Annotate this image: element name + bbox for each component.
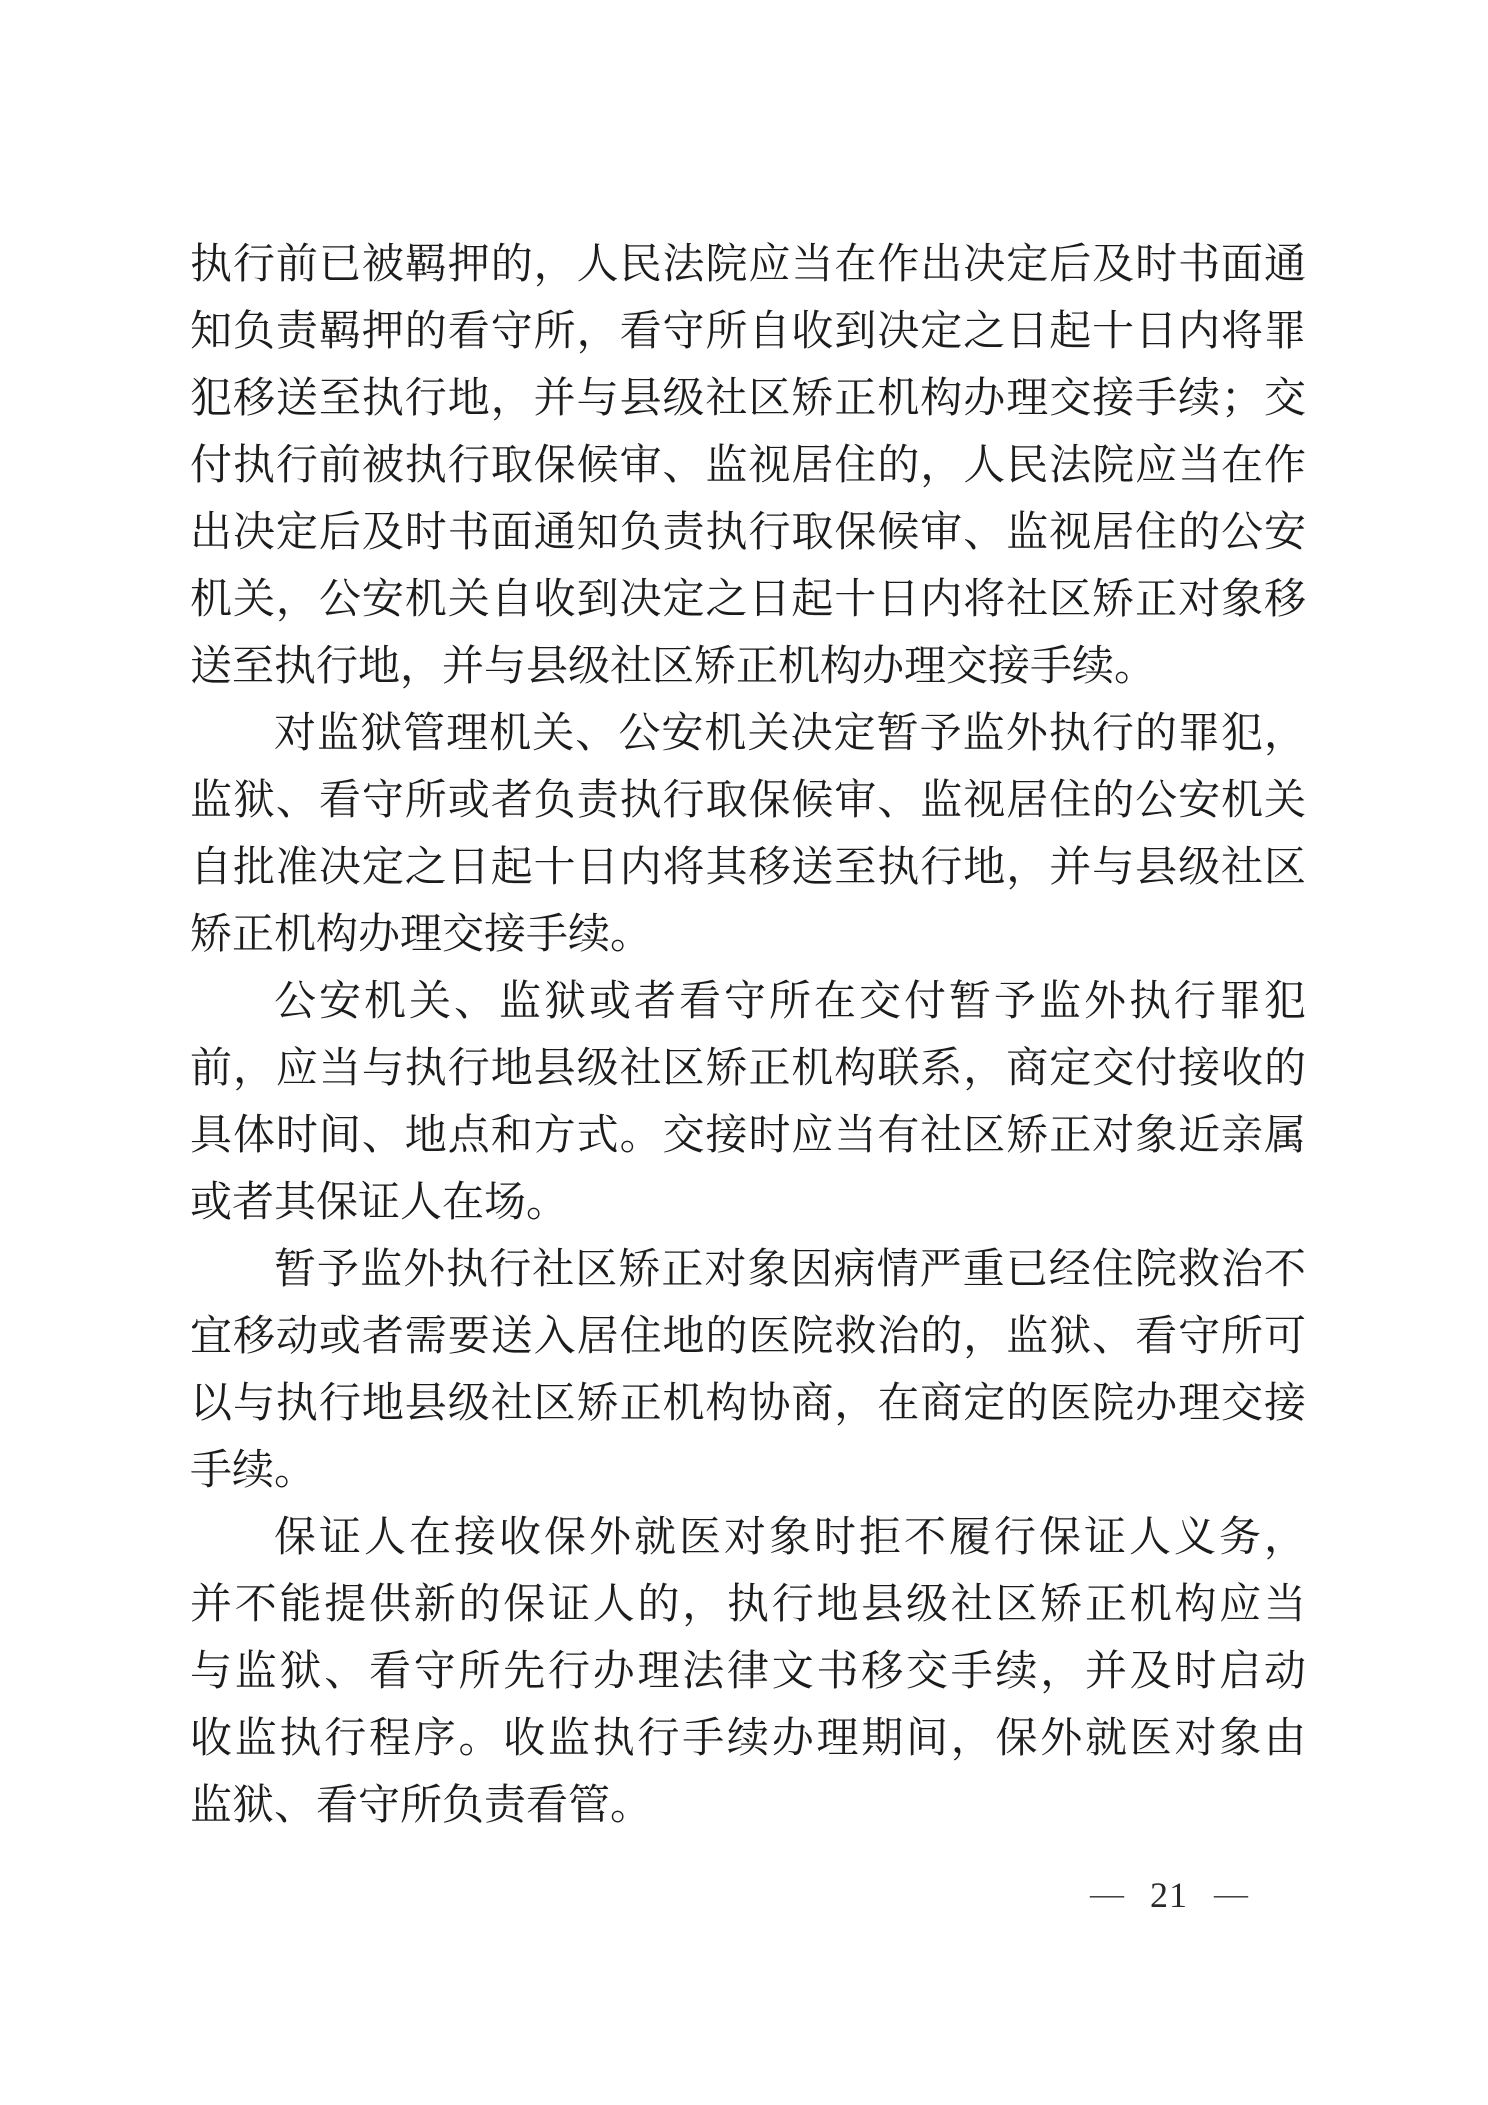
text-line: 对监狱管理机关、公安机关决定暂予监外执行的罪犯，	[274, 711, 1306, 757]
text-line: 犯移送至执行地，并与县级社区矫正机构办理交接手续；交	[190, 376, 1306, 422]
text-line: 知负责羁押的看守所，看守所自收到决定之日起十日内将罪	[190, 309, 1306, 355]
text-line: 送至执行地，并与县级社区矫正机构办理交接手续。	[190, 644, 1157, 690]
text-line: 自批准决定之日起十日内将其移送至执行地，并与县级社区	[190, 845, 1306, 891]
text-line: 保证人在接收保外就医对象时拒不履行保证人义务，	[274, 1515, 1306, 1561]
text-line: 手续。	[190, 1448, 317, 1494]
page-number: 21	[1150, 1875, 1188, 1915]
text-line: 执行前已被羁押的，人民法院应当在作出决定后及时书面通	[190, 242, 1306, 288]
footer-right-dash: —	[1214, 1879, 1248, 1910]
text-line: 或者其保证人在场。	[190, 1180, 569, 1226]
text-line: 与监狱、看守所先行办理法律文书移交手续，并及时启动	[190, 1649, 1306, 1695]
text-line: 付执行前被执行取保候审、监视居住的，人民法院应当在作	[190, 443, 1306, 489]
footer-left-dash: —	[1090, 1879, 1124, 1910]
document-body	[190, 232, 1306, 1840]
text-line: 前，应当与执行地县级社区矫正机构联系，商定交付接收的	[190, 1046, 1306, 1092]
page-footer	[1090, 1874, 1248, 1916]
text-line: 暂予监外执行社区矫正对象因病情严重已经住院救治不	[274, 1247, 1306, 1293]
text-line: 机关，公安机关自收到决定之日起十日内将社区矫正对象移	[190, 577, 1306, 623]
text-line: 公安机关、监狱或者看守所在交付暂予监外执行罪犯	[274, 979, 1306, 1025]
text-line: 宜移动或者需要送入居住地的医院救治的，监狱、看守所可	[190, 1314, 1306, 1360]
text-line: 并不能提供新的保证人的，执行地县级社区矫正机构应当	[190, 1582, 1306, 1628]
text-line: 收监执行程序。收监执行手续办理期间，保外就医对象由	[190, 1716, 1306, 1762]
text-line: 具体时间、地点和方式。交接时应当有社区矫正对象近亲属	[190, 1113, 1306, 1159]
text-line: 以与执行地县级社区矫正机构协商，在商定的医院办理交接	[190, 1381, 1306, 1427]
text-line: 矫正机构办理交接手续。	[190, 912, 653, 958]
text-line: 监狱、看守所或者负责执行取保候审、监视居住的公安机关	[190, 778, 1306, 824]
text-line: 监狱、看守所负责看管。	[190, 1783, 653, 1829]
text-line: 出决定后及时书面通知负责执行取保候审、监视居住的公安	[190, 510, 1306, 556]
